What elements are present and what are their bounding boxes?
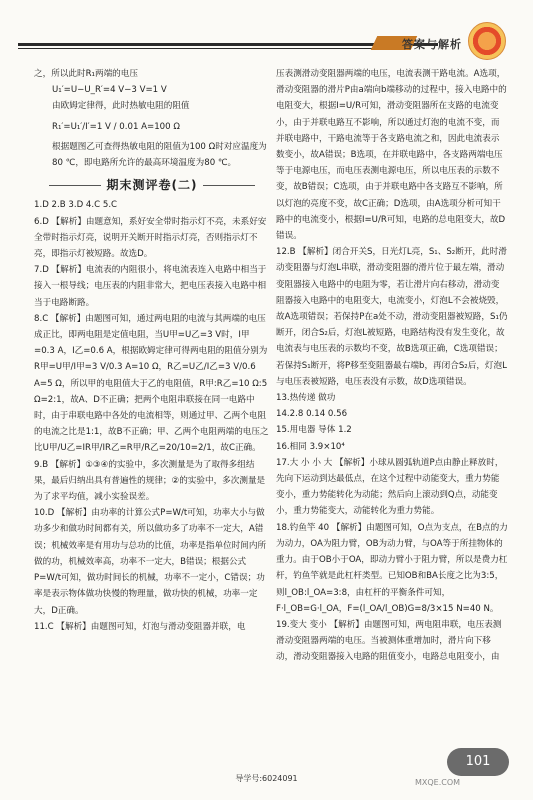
equation: R₁′=U₁′/I′=1 V / 0.01 A=100 Ω: [52, 121, 180, 132]
answer-item: 13.热传递 做功: [276, 393, 336, 404]
page-header: [0, 0, 533, 62]
section-title: 期末测评卷(二): [34, 177, 270, 193]
paragraph: 之，所以此时R₁两端的电压: [34, 69, 138, 79]
answer-item: 7.D 【解析】电流表的内阻很小，将电流表连入电路中相当于接入一根导线；电压表的内阻非常大，把电压表接入电路中相当于电路断路。: [34, 265, 267, 308]
answer-item: 压表测滑动变阻器两端的电压，电流表测干路电流。A选项，滑动变阻器的滑片P由a端向b端移动的过程中，接入电路中的电阻变大，根据I=U/R可知，滑动变阻器所在支路的电流变小，由于并联电路互不影响，所以通过灯泡的电流不变，而并联电路中，干路电流等于各支路电流之和，因此电流表示数变小，故A错误；B选项，在并联电路中，各支路两端电压等于电源电压，而电压表测电源电压，所以电压表的示数不变，故B错误；C选项，由于并联电路中各支路互不影响，所以灯泡的亮度不变，故C正确；D选项，由A选项分析可知干路中的电流变小，根据I=U/R可知，电路的总电阻变大，故D错误。: [276, 69, 507, 242]
answer-item: 18.钓鱼竿 40 【解析】由题图可知，O点为支点，在B点的力为动力，OA为阻力臂，OB为动力臂，与OA等于所挂物体的重力。由于OB小于OA，即动力臂小于阻力臂，所以是费力杠杆，钓鱼竿就是此杠杆类型。已知OB和BA长度之比为3:5，则l_OB:l_OA=3:8，由杠杆的平衡条件可知，F·l_OB=G·l_OA，F=(l_OA/l_OB)G=8/3×15 N=40 N。: [276, 522, 508, 614]
answer-line: 1.D 2.B 3.D 4.C 5.C: [34, 200, 118, 211]
answer-item: 19.变大 变小 【解析】由题图可知，两电阻串联，电压表测滑动变阻器两端的电压。当被测体重增加时，滑片向下移动，滑动变阻器接入电路的阻值变小，电路总电阻变小，由: [276, 619, 502, 663]
header-rule-thin: [18, 48, 378, 49]
answer-item: 6.D 【解析】由题意知，系好安全带时指示灯不亮，未系好安全带时指示灯亮，说明开关断开时指示灯亮，否则指示灯不亮，即指示灯被短路。故选D。: [34, 216, 267, 260]
answer-item: 10.D 【解析】由功率的计算公式P=W/t可知，功率大小与做功多少和做功时间都有关，所以做功多了功率不一定大，A错误；机械效率是有用功与总功的比值，功率是指单位时间内所做的功，机械效率高，功率不一定大，B错误；根据公式P=W/t可知，做功时间长的机械，功率不一定小，C错误；功率是表示物体做功快慢的物理量，做功快的机械，功率一定大，D正确。: [34, 508, 267, 616]
answer-item: 16.相同 3.9×10⁴: [276, 441, 345, 452]
answer-item: 12.B 【解析】闭合开关S，日光灯L亮，S₁、S₂断开，此时滑动变阻器与灯泡L串联，滑动变阻器的滑片位于最左端，滑动变阻器接入电路中的电阻为零，若让滑片向右移动，滑动变阻器接入电路中的电阻变大，电流变小，灯泡L不会被烧毁，故A选项错误；若保持P在a处不动，滑动变阻器被短路，S₁仍断开，闭合S₂后，灯泡L被短路，电路结构没有发生变化，故电流表与电压表的示数均不变，故B选项正确，C选项错误；若保持S₁断开，将P移至变阻器最右端b，再闭合S₂后，灯泡L与电压表被短路，电压表没有示数，故D选项错误。: [276, 247, 508, 387]
paragraph: 根据题图乙可查得热敏电阻的阻值为100 Ω时对应温度为80 ℃，即电路所允许的最高环境温度为80 ℃。: [52, 141, 267, 169]
answer-item: 11.C 【解析】由题图可知，灯泡与滑动变阻器并联，电: [34, 621, 246, 632]
header-title: 答案与解析: [402, 38, 462, 51]
equation: U₁′=U−U_R′=4 V−3 V=1 V: [52, 85, 167, 96]
sun-logo-icon: [468, 22, 506, 60]
answer-item: 15.用电器 导体 1.2: [276, 425, 352, 436]
footer-code: 导学号:6024091: [235, 774, 298, 783]
answer-item: 8.C 【解析】由题图可知，通过两电阻的电流与其两端的电压成正比，即两电阻是定值电阻，当U甲=U乙=3 V时，I甲=0.3 A，I乙=0.6 A，根据欧姆定律可得两电阻的阻值分别为R甲=U甲/I甲=3 V/0.3 A=10 Ω，R乙=U乙/I乙=3 V/0.6 A=5 Ω，所以甲的电阻值大于乙的电阻值，R甲:R乙=10 Ω:5 Ω=2:1，故A、D不正确；把两个电阻串联接在同一电路中时，由于串联电路中各处的电流相等，则通过甲、乙两个电阻的电流之比是1:1，故B不正确；甲、乙两个电阻两端的电压之比U甲/U乙=IR甲/IR乙=R甲/R乙=20/10=2/1，故C正确。: [34, 313, 269, 454]
answer-item: 9.B 【解析】①③④的实验中，多次测量是为了取得多组结果，最后归纳出具有普遍性的规律；②的实验中，多次测量是为了求平均值，减小实验误差。: [34, 459, 266, 503]
right-column: [276, 66, 508, 666]
answer-item: 14.2.8 0.14 0.56: [276, 409, 348, 420]
answer-item: 17.大 小 小 大 【解析】小球从圆弧轨道P点由静止释放时，先向下运动到达最低点，在这个过程中动能变大，重力势能变小，重力势能转化为动能；然后向上滚动到Q点，动能变小，重力势能变大，动能转化为重力势能。: [276, 457, 504, 517]
watermark: MXQE.COM: [415, 778, 461, 787]
left-column: [34, 66, 270, 635]
paragraph: 由欧姆定律得，此时热敏电阻的阻值: [52, 101, 190, 112]
page-number: 101: [447, 748, 509, 776]
